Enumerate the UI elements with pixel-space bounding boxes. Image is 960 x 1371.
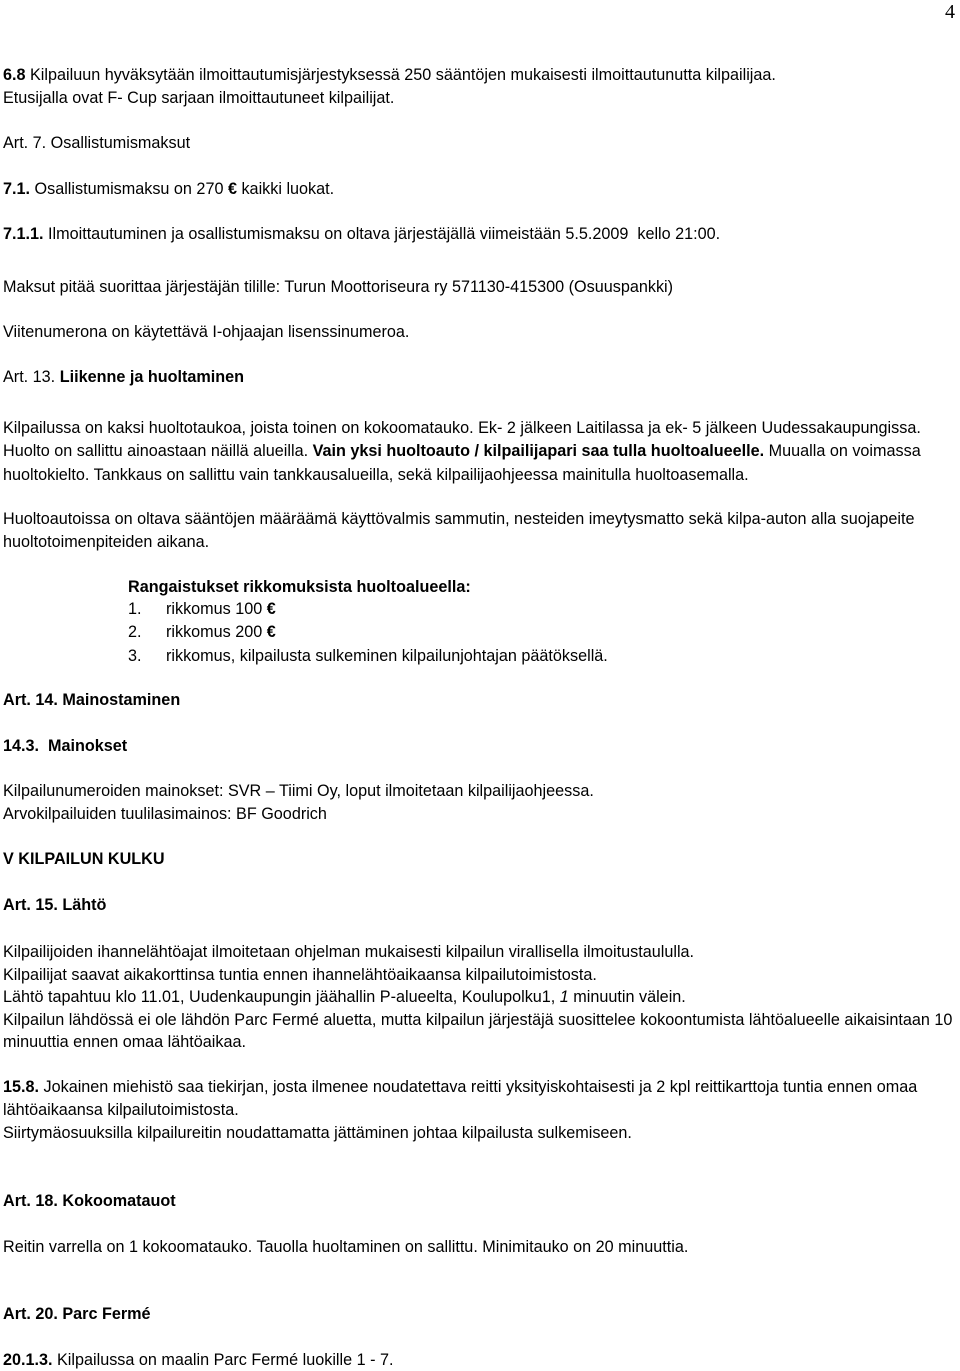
list-number: 3. bbox=[128, 647, 142, 665]
clause-6-8-line-cont: Etusijalla ovat F- Cup sarjaan ilmoittautuneet kilpailijat. bbox=[3, 89, 395, 107]
clause-text: Kilpailuun hyväksytään ilmoittautumisjärjestyksessä 250 sääntöjen mukaisesti ilmoittautunutta kilpailijaa. bbox=[25, 66, 776, 84]
extinguisher-rule-line-1: Huoltoautoissa on oltava sääntöjen määräämä käyttövalmis sammutin, nesteiden imeytysmatto sekä kilpa-auton alla suojapeite bbox=[3, 510, 915, 528]
clause-6-8-line bbox=[3, 64, 776, 86]
clause-number: 7.1. bbox=[3, 180, 31, 198]
euro-sign: € bbox=[227, 180, 237, 198]
art-13-heading bbox=[3, 366, 244, 388]
clause-text: Kilpailussa on maalin Parc Fermé luokille 1 - 7. bbox=[52, 1351, 394, 1369]
penalty-item bbox=[128, 598, 276, 620]
penalty-item bbox=[128, 645, 608, 667]
text-emphasis: Vain yksi huoltoauto / kilpailijapari saa tulla huoltoalueelle. bbox=[312, 442, 765, 460]
clause-number: 6.8 bbox=[3, 66, 26, 84]
ads-line-1: Kilpailunumeroiden mainokset: SVR – Tiimi Oy, loput ilmoitetaan kilpailijaohjeessa. bbox=[3, 782, 594, 800]
clause-20-1-3-line bbox=[3, 1349, 394, 1371]
text-end: minuutin välein. bbox=[568, 988, 686, 1006]
heading-title: Liikenne ja huoltaminen bbox=[59, 368, 245, 386]
clause-7-1-line bbox=[3, 178, 334, 200]
clause-number: 15.8. bbox=[3, 1078, 40, 1096]
parc-ferme-note-line-1: Kilpailun lähdössä ei ole lähdön Parc Fermé aluetta, mutta kilpailun järjestäjä suosittelee kokoontumista lähtöalueelle aikaisintaan 10 bbox=[3, 1011, 953, 1029]
list-number: 2. bbox=[128, 623, 142, 641]
clause-7-1-1-line bbox=[3, 223, 720, 245]
clause-text-end: kaikki luokat. bbox=[236, 180, 335, 198]
clause-15-8-line bbox=[3, 1076, 917, 1098]
text-italic: 1 bbox=[559, 988, 569, 1006]
heading-prefix: Art. 13. bbox=[3, 368, 60, 386]
text-start: Lähtö tapahtuu klo 11.01, Uudenkaupungin jäähallin P-alueelta, Koulupolku1, bbox=[3, 988, 560, 1006]
text-end: Muualla on voimassa bbox=[764, 442, 921, 460]
art-20-heading: Art. 20. Parc Fermé bbox=[3, 1305, 151, 1323]
clause-14-3-heading: 14.3. Mainokset bbox=[3, 737, 128, 755]
text-start: Huolto on sallittu ainoastaan näillä alueilla. bbox=[3, 442, 313, 460]
page-number: 4 bbox=[945, 1, 955, 23]
art-18-heading: Art. 18. Kokoomatauot bbox=[3, 1192, 176, 1210]
euro-sign: € bbox=[266, 600, 276, 618]
clause-15-8-line-cont: lähtöaikaansa kilpailutoimistosta. bbox=[3, 1101, 239, 1119]
clause-number: 20.1.3. bbox=[3, 1351, 53, 1369]
clause-text: Jokainen miehistö saa tiekirjan, josta ilmenee noudatettava reitti yksityiskohtaisesti ja 2 kpl reittikarttoja tuntia ennen omaa bbox=[39, 1078, 918, 1096]
start-times-line: Kilpailijoiden ihannelähtöajat ilmoitetaan ohjelman mukaisesti kilpailun virallisella ilmoitustaululla. bbox=[3, 943, 695, 961]
art-14-heading: Art. 14. Mainostaminen bbox=[3, 691, 181, 709]
list-text: rikkomus, kilpailusta sulkeminen kilpailunjohtajan päätöksellä. bbox=[166, 647, 608, 665]
route-rule-line: Siirtymäosuuksilla kilpailureitin noudattamatta jättäminen johtaa kilpailusta sulkemiseen. bbox=[3, 1124, 632, 1142]
clause-number: 7.1.1. bbox=[3, 225, 44, 243]
extinguisher-rule-line-2: huoltotoimenpiteiden aikana. bbox=[3, 533, 210, 551]
service-breaks-line-3: huoltokielto. Tankkaus on sallittu vain tankkausalueilla, sekä kilpailijaohjeessa mainitulla huoltoasemalla. bbox=[3, 466, 749, 484]
penalties-title: Rangaistukset rikkomuksista huoltoalueella: bbox=[128, 578, 471, 596]
clause-text: Ilmoittautuminen ja osallistumismaksu on oltava järjestäjällä viimeistään 5.5.2009 kello 21:00. bbox=[43, 225, 721, 243]
penalty-item bbox=[128, 621, 276, 643]
ads-line-2: Arvokilpailuiden tuulilasimainos: BF Goodrich bbox=[3, 805, 327, 823]
art-7-heading: Art. 7. Osallistumismaksut bbox=[3, 134, 191, 152]
art-18-text: Reitin varrella on 1 kokoomatauko. Tauolla huoltaminen on sallittu. Minimitauko on 20 minuuttia. bbox=[3, 1238, 689, 1256]
payment-info: Maksut pitää suorittaa järjestäjän tilille: Turun Moottoriseura ry 571130-415300 (Osuuspankki) bbox=[3, 278, 674, 296]
parc-ferme-note-line-2: minuuttia ennen omaa lähtöaikaa. bbox=[3, 1033, 246, 1051]
list-text: rikkomus 100 bbox=[166, 600, 267, 618]
art-15-heading: Art. 15. Lähtö bbox=[3, 896, 107, 914]
euro-sign: € bbox=[266, 623, 276, 641]
time-card-line: Kilpailijat saavat aikakorttinsa tuntia ennen ihannelähtöaikaansa kilpailutoimistosta. bbox=[3, 966, 597, 984]
service-breaks-line-2 bbox=[3, 440, 921, 462]
service-breaks-line-1: Kilpailussa on kaksi huoltotaukoa, joista toinen on kokoomatauko. Ek- 2 jälkeen Laitilassa ja ek- 5 jälkeen Uudessakaupungissa. bbox=[3, 419, 921, 437]
section-v-heading: V KILPAILUN KULKU bbox=[3, 850, 165, 868]
reference-info: Viitenumerona on käytettävä I-ohjaajan lisenssinumeroa. bbox=[3, 323, 410, 341]
list-text: rikkomus 200 bbox=[166, 623, 267, 641]
start-info-line bbox=[3, 986, 686, 1008]
clause-text: Osallistumismaksu on 270 bbox=[30, 180, 228, 198]
list-number: 1. bbox=[128, 600, 142, 618]
